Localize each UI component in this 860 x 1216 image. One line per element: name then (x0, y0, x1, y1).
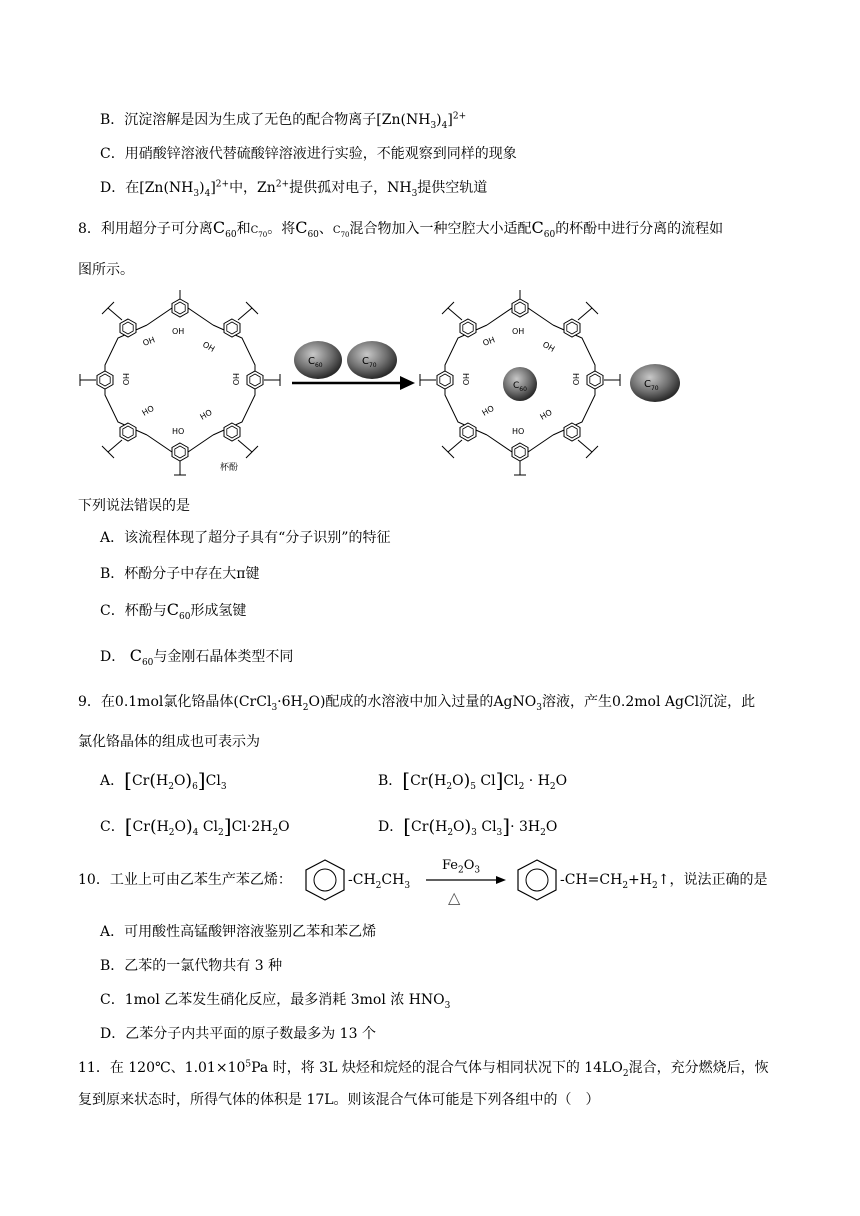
svg-text:HO: HO (198, 407, 214, 422)
svg-text:OH: OH (172, 327, 185, 336)
svg-text:OH: OH (141, 335, 157, 348)
q8-stem-line2: 图所示。 (78, 262, 134, 278)
calixarene-left (80, 290, 280, 475)
ethylbenzene-substituent: $-CH_2CH_3$ (348, 872, 411, 891)
svg-text:C60: $C_{60}$ (513, 381, 527, 393)
q7-option-c: C．用硝酸锌溶液代替硫酸锌溶液进行实验，不能观察到同样的现象 (100, 146, 517, 162)
q10-option-c: C．1mol 乙苯发生硝化反应，最多消耗 3mol 浓 $HNO_3$ (100, 992, 451, 1011)
q10-number: 10．工业上可由乙苯生产苯乙烯： (78, 872, 292, 888)
svg-text:HO: HO (571, 373, 580, 386)
catalyst-label: $Fe_2O_3$ (442, 858, 481, 876)
q10-option-a: A．可用酸性高锰酸钾溶液鉴别乙苯和苯乙烯 (100, 924, 377, 940)
svg-text:HO: HO (480, 403, 496, 418)
c70-ball-top (347, 341, 397, 379)
svg-text:C60: $C_{60}$ (308, 356, 323, 369)
q8-option-d: D． $C_{60}$与金刚石晶体类型不同 (100, 646, 294, 668)
svg-text:OH: OH (541, 339, 557, 354)
benzene-ring-styrene (514, 858, 560, 902)
q9-option-c: C．[$Cr(H_2O)_4$ $Cl_2]Cl\cdot 2H_2O$ (100, 814, 290, 838)
q8-option-a: A．该流程体现了超分子具有“分子识别”的特征 (100, 530, 391, 546)
svg-text:C70: $C_{70}$ (362, 356, 377, 369)
svg-text:OH: OH (512, 327, 525, 336)
benzene-ring-ethylbenzene (302, 858, 348, 902)
calixarene-separation-figure (70, 290, 710, 485)
q7-option-d: D．在$[Zn(NH_3)_4]^{2+}$中，$Zn^{2+}$提供孤对电子，$NH_3$提供空轨道 (100, 179, 488, 199)
q11-stem-line2: 复到原来状态时，所得气体的体积是 17L。则该混合气体可能是下列各组中的（ ） (78, 1092, 600, 1108)
svg-text:HO: HO (538, 407, 554, 422)
styrene-product: $-CH=CH_2+H_2↑$，说法正确的是 (560, 872, 768, 891)
q8-question: 下列说法错误的是 (78, 498, 190, 514)
c60-ball-in-cavity (503, 367, 537, 401)
q9-option-d: D．[$Cr(H_2O)_3$ $Cl_3]\cdot 3H_2O$ (378, 814, 558, 838)
calixarene-right (420, 290, 620, 475)
q8-stem: 8．利用超分子可分离$C_{60}$和$C_{70}$。将$C_{60}$、$C_{70}$混合物加入一种空腔大小适配$C_{60}$的杯酚中进行分离的流程如 (78, 218, 724, 240)
q10-option-d: D．乙苯分子内共平面的原子数最多为 13 个 (100, 1026, 376, 1042)
q9-option-a: A．$[Cr(H_2O)_6]Cl_3$ (100, 768, 227, 792)
svg-text:OH: OH (481, 335, 497, 348)
q7-option-b: B．沉淀溶解是因为生成了无色的配合物离子$[Zn(NH_3)_4]^{2+}$ (100, 111, 467, 131)
svg-text:C70: $C_{70}$ (644, 379, 659, 392)
svg-text:OH: OH (201, 339, 217, 354)
c60-ball-top (294, 341, 342, 379)
svg-text:HO: HO (140, 403, 156, 418)
svg-text:HO: HO (461, 373, 470, 386)
q10-option-b: B．乙苯的一氯代物共有 3 种 (100, 958, 283, 974)
svg-text:HO: HO (231, 373, 240, 386)
heat-symbol: △ (448, 888, 461, 907)
q9-stem-line2: 氯化铬晶体的组成也可表示为 (78, 734, 260, 750)
svg-text:HO: HO (121, 373, 130, 386)
q8-option-b: B．杯酚分子中存在大π键 (100, 566, 260, 582)
svg-text:HO: HO (512, 427, 525, 436)
q9-stem: 9．在0.1mol氯化铬晶体$(CrCl_3\cdot 6H_2O)$配成的水溶液中加入过量的AgNO$_3$溶液，产生0.2mol AgCl沉淀，此 (78, 694, 756, 713)
q8-option-c: C．杯酚与$C_{60}$形成氢键 (100, 600, 247, 622)
reaction-arrow (292, 376, 415, 390)
q11-stem: 11．在 120℃、$1.01\times 10^5Pa$ 时，将 3L 炔烃和烷烃的混合气体与相同状况下的 $14LO_2$混合，充分燃烧后，恢 (78, 1059, 769, 1079)
svg-text:杯酚: 杯酚 (220, 463, 239, 473)
c70-ball-free (630, 364, 680, 402)
q9-option-b: B．[$Cr(H_2O)_5$ $Cl]Cl_2 \cdot H_2O$ (378, 768, 568, 792)
svg-text:HO: HO (172, 427, 185, 436)
reaction-arrow-q10 (424, 874, 508, 886)
